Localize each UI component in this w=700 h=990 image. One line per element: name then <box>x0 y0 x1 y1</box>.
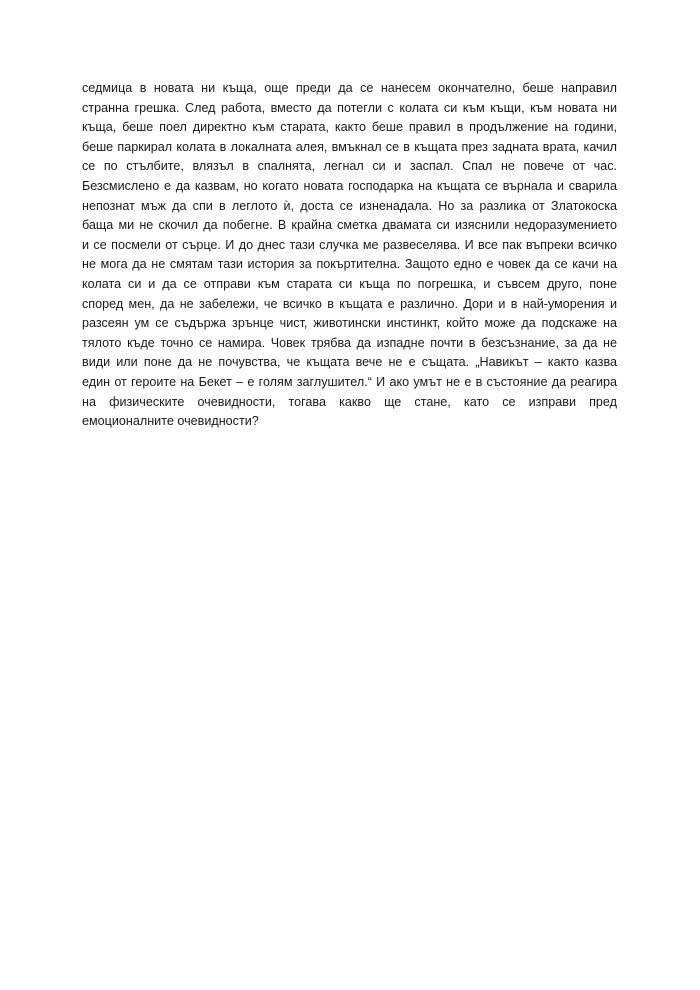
text-line: Безсмислено е да казвам, но когато новата господарка на къщата се върнала и сварила <box>82 178 617 193</box>
text-line: седмица в новата ни къща, още преди да се нанесем окончателно, беше направил <box>82 81 617 95</box>
text-line: емоционалните очевидности? <box>82 414 259 429</box>
text-line: непознат мъж да спи в леглото ѝ, доста се изненадала. Но за разлика от Златокоска <box>82 198 617 213</box>
text-line: тялото къде точно се намира. Човек трябва да изпадне почти в безсъзнание, за да не <box>82 335 617 350</box>
text-line: се по стълбите, влязъл в спалнята, легнал си и заспал. Спал не повече от час. <box>82 159 617 174</box>
text-line: разсеян ум се съдържа зрънце чист, животински инстинкт, който може да подскаже на <box>82 316 617 331</box>
text-line: колата си и да се отправи към старата си къща по погрешка, и съвсем друго, поне <box>82 276 617 291</box>
text-line: баща ми не скочил да побегне. В крайна сметка двамата си изяснили недоразумението <box>82 218 617 233</box>
text-line: един от героите на Бекет – е голям заглушител.“ И ако умът не е в състояние да реагира <box>82 374 617 389</box>
text-line: види или поне да не почувства, че къщата вече не е същата. „Навикът – както казва <box>82 355 617 370</box>
text-line: на физическите очевидности, тогава какво ще стане, като се изправи пред <box>82 394 617 409</box>
text-line: и се посмели от сърце. И до днес тази случка ме развеселява. И все пак въпреки всичко <box>82 237 617 252</box>
text-line: не мога да не смятам тази история за покъртителна. Защото едно е човек да се качи на <box>82 257 617 272</box>
text-line: къща, беше поел директно към старата, както беше правил в продължение на години, <box>82 120 617 135</box>
text-line: странна грешка. След работа, вместо да потегли с колата си към къщи, към новата ни <box>82 100 617 115</box>
body-paragraph <box>82 79 617 432</box>
text-line: според мен, да не забележи, че всичко в къщата е различно. Дори и в най-уморения и <box>82 296 617 311</box>
text-line: беше паркирал колата в локалната алея, вмъкнал се в къщата през задната врата, качил <box>82 139 617 154</box>
